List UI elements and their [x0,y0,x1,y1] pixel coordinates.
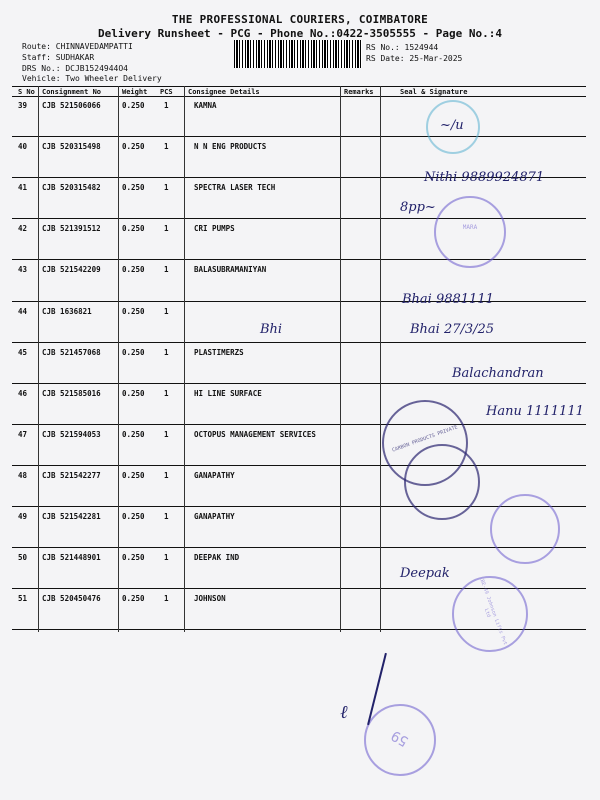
signature-44-mid: Bhi [260,322,283,337]
table-top-line [12,86,586,87]
row-pcs: 1 [164,183,169,193]
row-consignment-no: CJB 521391512 [42,224,101,234]
row-pcs: 1 [164,512,169,521]
row-sno: 49 [18,512,28,521]
rs-date-label: RS Date: 25-Mar-2025 [366,54,463,63]
row-consignee: CRI PUMPS [194,224,235,234]
col-divider [118,86,119,632]
col-divider [340,86,341,632]
signature-44b: Bhai 27/3/25 [410,322,495,337]
signature-bottom: ℓ [340,702,348,723]
signature-41: Nithi 9889924871 [424,170,545,185]
signature-45: Balachandran [452,366,544,381]
seal-stamp-51 [452,576,528,652]
row-pcs: 1 [164,470,169,480]
row-sno: 43 [18,265,28,275]
header-bottom-line [12,96,586,97]
stamp-47-text: CARBON PRODUCTS PRIVATE [391,424,459,454]
row-pcs: 1 [164,224,169,234]
row-sno: 46 [18,388,28,398]
row-pcs: 1 [164,388,169,398]
row-weight: 0.250 [122,265,145,275]
row-sno: 39 [18,101,28,110]
signature-44a: Bhai 9881111 [402,292,494,307]
col-consignee: Consignee Details [188,88,260,96]
row-pcs: 1 [164,306,169,316]
row-weight: 0.250 [122,183,145,193]
row-sno: 51 [18,594,28,604]
row-pcs: 1 [164,142,169,152]
row-consignee: OCTOPUS MANAGEMENT SERVICES [194,429,316,439]
vehicle-label: Vehicle: Two Wheeler Delivery [22,74,162,83]
row-weight: 0.250 [122,470,145,480]
row-pcs: 1 [164,265,169,275]
stamp-bottom-text: 59 [388,726,412,750]
row-consignment-no: CJB 521457068 [42,347,101,357]
row-consignee: JOHNSON [194,594,226,604]
row-consignment-no: CJB 521542281 [42,512,101,521]
row-consignment-no: CJB 521542209 [42,265,101,275]
row-consignment-no: CJB 520315482 [42,183,101,193]
col-pcs: PCS [160,88,173,96]
col-divider [184,86,185,632]
col-sno: S No [18,88,35,96]
row-weight: 0.250 [122,306,145,316]
row-pcs: 1 [164,594,169,604]
document-title: THE PROFESSIONAL COURIERS, COIMBATORE [171,13,429,26]
col-remarks: Remarks [344,88,374,96]
row-sno: 47 [18,429,28,439]
col-seal: Seal & Signature [400,88,468,96]
row-sno: 45 [18,347,28,357]
row-consignment-no: CJB 521506066 [42,101,101,110]
row-weight: 0.250 [122,594,145,604]
row-consignee: DEEPAK IND [194,553,240,563]
row-sno: 41 [18,183,28,193]
row-weight: 0.250 [122,429,145,439]
row-weight: 0.250 [122,553,145,563]
row-pcs: 1 [164,101,169,110]
row-divider [12,465,586,466]
row-divider [12,424,586,425]
signature-46: Hanu 1111111 [486,404,584,419]
signature-42: 8pp~ [400,200,436,215]
row-divider [12,136,586,137]
row-pcs: 1 [164,429,169,439]
row-sno: 50 [18,553,28,563]
row-consignment-no: CJB 1636821 [42,306,92,316]
row-sno: 42 [18,224,28,234]
row-pcs: 1 [164,347,169,357]
seal-stamp-42 [434,196,506,268]
row-consignee: PLASTIMERZS [194,347,244,357]
document-subtitle: Delivery Runsheet - PCG - Phone No.:0422-3505555 - Page No.:4 [98,27,502,40]
row-divider [12,383,586,384]
row-consignment-no: CJB 521448901 [42,553,101,563]
drs-label: DRS No.: DCJB1524944O4 [22,64,128,73]
row-consignee: KAMNA [194,101,217,110]
row-divider [12,301,586,302]
row-consignee: N N ENG PRODUCTS [194,142,267,152]
route-label: Route: CHINNAVEDAMPATTI [22,42,133,51]
row-weight: 0.250 [122,512,145,521]
row-consignment-no: CJB 521542277 [42,470,101,480]
row-consignee: HI LINE SURFACE [194,388,262,398]
row-consignment-no: CJB 521585016 [42,388,101,398]
seal-stamp-bottom [364,704,436,776]
barcode [234,40,362,68]
row-weight: 0.250 [122,142,145,152]
row-weight: 0.250 [122,347,145,357]
signature-39: ~/u [440,118,464,133]
row-sno: 48 [18,470,28,480]
row-consignment-no: CJB 520315498 [42,142,101,152]
row-consignee: BALASUBRAMANIYAN [194,265,267,275]
row-divider [12,259,586,260]
row-consignee: SPECTRA LASER TECH [194,183,276,193]
seal-stamp-48 [404,444,480,520]
col-weight: Weight [122,88,148,96]
row-consignee: GANAPATHY [194,512,235,521]
row-consignment-no: CJB 521594053 [42,429,101,439]
row-pcs: 1 [164,553,169,563]
row-consignment-no: CJB 520450476 [42,594,101,604]
row-weight: 0.250 [122,101,145,110]
col-consignment: Consignment No [42,88,102,96]
row-weight: 0.250 [122,224,145,234]
rs-no-label: RS No.: 1524944 [366,43,439,52]
col-divider [380,86,381,632]
row-divider [12,342,586,343]
signature-50: Deepak [400,566,450,581]
row-consignee: GANAPATHY [194,470,235,480]
col-divider [38,86,39,632]
row-sno: 40 [18,142,28,152]
seal-stamp-49 [490,494,560,564]
row-sno: 44 [18,306,28,316]
stamp-51-text: CBE-49 Johnson Lifts Pvt Ltd [477,576,508,646]
stamp-42-text: MARA [462,224,478,231]
staff-label: Staff: SUDHAKAR [22,53,95,62]
row-weight: 0.250 [122,388,145,398]
